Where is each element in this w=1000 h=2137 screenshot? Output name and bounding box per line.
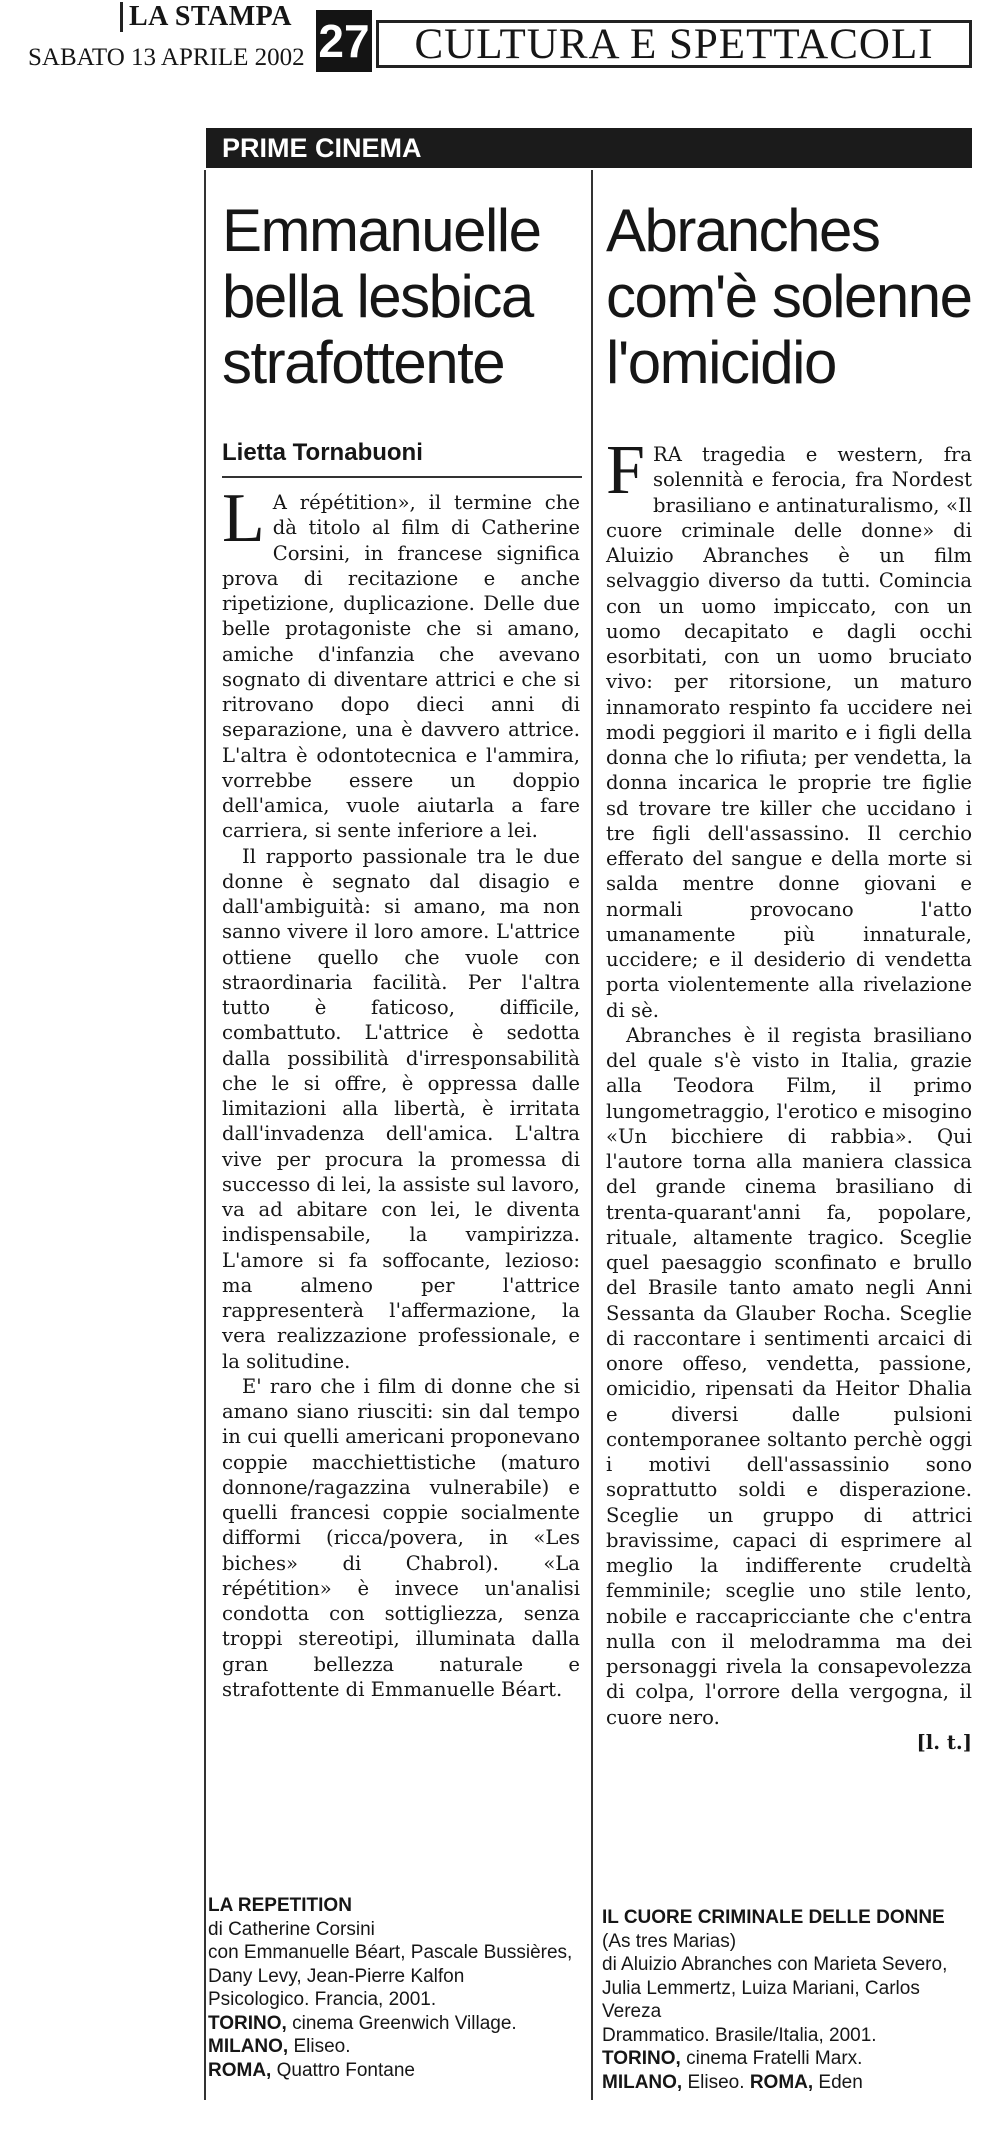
venue-name: Quattro Fontane [271,2059,415,2081]
article-paragraph [222,480,580,844]
venue-name: Eden [813,2071,863,2093]
city-name: ROMA, [749,2071,814,2093]
film-original-title: (As tres Marias) [602,1930,737,1952]
left-headline-line: Emmanuelle [222,197,541,264]
city-name: TORINO, [208,2012,287,2034]
city-name: MILANO, [208,2036,289,2057]
film-cast: con Emmanuelle Béart, Pascale Bussières, Dany Levy, Jean-Pierre Kalfon [208,1942,573,1987]
masthead [0,0,1000,92]
city-name: TORINO, [602,2048,681,2069]
venue-line [602,2071,974,2095]
right-headline-line: l'omicidio [606,329,836,396]
left-headline-line: bella lesbica [222,263,533,330]
paragraph-text: A répétition», il termine che dà titolo al film di Catherine Corsini, in francese significa prova di recitazione e anche ripetizione, duplicazione. Delle due belle protagoniste che si amano, amiche d'infanzia che avevano sognato di diventare attrici e che si ritrovano dopo dieci anni di separazione, una è davvero attrice. L'altra è odontotecnica e l'ammira, vorrebbe essere un doppio dell'amica, vuole aiutarla a fare carriera, si sente inferiore a lei. [222,491,580,843]
left-column-rule [204,170,206,2100]
section-title: CULTURA E SPETTACOLI [376,20,972,68]
paragraph-text: RA tragedia e western, fra solennità e ferocia, fra Nordest brasiliano e antinaturalismo, «Il cuore criminale delle donne» di Aluizio Abranches è un film selvaggio diverso da tutti. Comincia con un uomo impiccato, con un uomo decapitato e dagli occhi esorbitati, con un uomo bruciato vivo: per ritorsione, un maturo innamorato respinto fa uccidere nei modi peggiori il marito e i figli della donna che lo rifiuta; per vendetta, la donna incarica le proprie tre figlie sd trovare tre killer che uccidano i tre figli dell'assassino. Il cerchio efferato del sangue e della morte si salda mentre donne giovani e normali provocano l'atto umanamente più innaturale, uccidere; e il desiderio di vendetta porta violentemente alla rivelazione di sè. [606,443,972,1022]
article-paragraph [606,1023,972,1755]
city-name: MILANO, [602,2071,683,2093]
article-paragraph [606,432,972,1023]
rubric-bar [206,128,972,168]
film-title: LA REPETITION [208,1895,352,1916]
right-article-body [606,432,972,1755]
left-film-infobox [208,1894,586,2082]
author-initials: [l. t.] [916,1730,972,1754]
byline: Lietta Tornabuoni [222,439,423,466]
center-column-rule [591,170,593,2100]
venue-line [208,2059,586,2083]
drop-cap: L [222,480,265,557]
rubric-label: PRIME CINEMA [222,133,422,163]
right-headline [606,198,976,396]
right-headline-line: Abranches [606,197,880,264]
venue-line [208,2035,586,2059]
film-title: IL CUORE CRIMINALE DELLE DONNE [602,1907,945,1928]
page-number: 27 [316,10,372,72]
venue-line [602,2047,974,2071]
article-paragraph: E' raro che i film di donne che si amano siano riusciti: sin dal tempo in cui quelli americani proponevano coppie macchiettistiche (maturo donnone/ragazzina vulnerabile) e quelli francesi coppie socialmente difformi (ricca/povera, in «Les biches» di Chabrol). «La répétition» è invece un'analisi condotta con sottigliezza, senza troppi stereotipi, illuminata dalla gran bellezza naturale e strafottente di Emmanuelle Béart. [222,1374,580,1701]
venue-name: cinema Greenwich Village. [286,2012,517,2034]
film-genre: Psicologico. Francia, 2001. [208,1989,437,2010]
right-film-infobox [602,1906,974,2094]
article-paragraph: Il rapporto passionale tra le due donne è segnato dal disagio e dall'ambiguità: si amano, ma non sanno vivere il loro amore. L'attrice ottiene quello che vuole con straordinaria facilità. Per l'altra tutto è faticoso, difficile, combattuto. L'attrice è sedotta dalla possibilità d'irresponsabilità che le si offre, è oppressa dalle limitazioni alla libertà, è irritata dall'invadenza dell'amica. L'altra vive per procura la promessa di successo di lei, la assiste sul lavoro, va ad abitare con lei, le diventa indispensabile, la vampirizza. L'amore si fa soffocante, lezioso: ma almeno per l'attrice rappresenterà l'affermazione, la vera realizzazione professionale, e la solitudine. [222,844,580,1373]
issue-date: SABATO 13 APRILE 2002 [28,44,305,71]
newspaper-name: LA STAMPA [120,2,319,32]
left-article-body [222,480,580,1702]
venue-name: Eliseo. [682,2071,750,2093]
left-headline [222,198,582,396]
film-director: di Catherine Corsini [208,1918,375,1940]
film-credits: di Aluizio Abranches con Marieta Severo, Julia Lemmertz, Luiza Mariani, Carlos Vereza [602,1954,948,2022]
left-headline-line: strafottente [222,329,505,396]
byline-rule [222,476,582,478]
venue-line [208,2012,586,2036]
city-name: ROMA, [208,2059,272,2081]
right-headline-line: com'è solenne [606,263,972,330]
paragraph-text: Abranches è il regista brasiliano del quale s'è visto in Italia, grazie alla Teodora Film, il primo lungometraggio, l'erotico e misogino «Un bicchiere di rabbia». Qui l'autore torna alla maniera classica del grande cinema brasiliano di trenta-quarant'anni fa, popolare, rituale, altamente tragico. Sceglie quel paesaggio sconfinato e brullo del Brasile tanto amato negli Anni Sessanta da Glauber Rocha. Sceglie di raccontare i sentimenti arcaici di onore offeso, vendetta, passione, omicidio, ripensati da Heitor Dhalia e diversi dalle pulsioni contemporanee soltanto perchè oggi i motivi dell'assassinio sono soprattutto soldi e disperazione. Sceglie un gruppo di attrici bravissime, capaci di esprimere al meglio la indifferente crudeltà femminile; sceglie uno stile lento, nobile e raccapricciante che c'entra nulla con il melodramma ma dei personaggi rivela la consapevolezza di colpa, l'orrore della vergogna, il cuore nero. [606,1023,972,1729]
venue-name: cinema Fratelli Marx. [680,2048,863,2069]
drop-cap: F [606,432,645,509]
venue-name: Eliseo. [288,2036,351,2057]
film-genre: Drammatico. Brasile/Italia, 2001. [602,2024,877,2046]
